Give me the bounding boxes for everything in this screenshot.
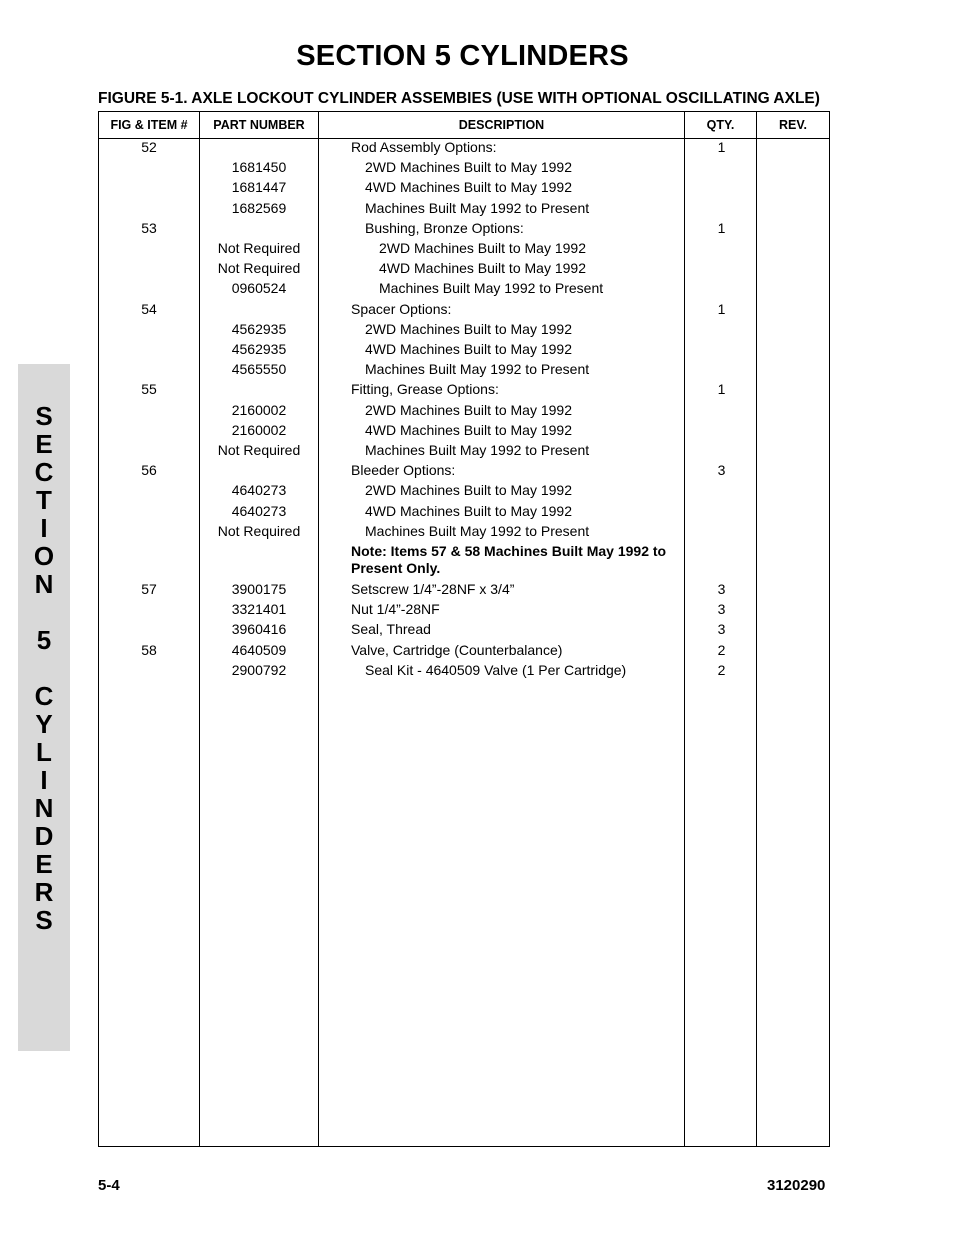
table-row: [99, 198, 829, 218]
table-row: [99, 339, 829, 359]
qty-cell: 2: [717, 642, 726, 658]
description-cell: Seal, Thread: [351, 621, 431, 637]
side-tab-letter: L: [36, 737, 52, 767]
qty-cell: 1: [717, 381, 726, 397]
description-cell: 2WD Machines Built to May 1992: [365, 159, 572, 175]
side-tab-letter: E: [35, 849, 53, 879]
part-number-cell: 0960524: [231, 280, 287, 296]
table-header: [99, 112, 829, 139]
part-number-cell: 4640273: [231, 503, 287, 519]
table-row: [99, 238, 829, 258]
table-row: [99, 619, 829, 639]
header-fig-item: FIG & ITEM #: [110, 118, 188, 132]
side-tab-letter: I: [40, 513, 48, 543]
header-part-number: PART NUMBER: [213, 118, 305, 132]
side-tab-letter: N: [34, 569, 54, 599]
description-cell: Bleeder Options:: [351, 462, 456, 478]
side-tab-letter: N: [34, 793, 54, 823]
side-tab-letter: R: [34, 877, 54, 907]
table-row: [99, 521, 829, 541]
side-tab-letter: E: [35, 429, 53, 459]
table-row: [99, 157, 829, 177]
side-tab-letter: S: [35, 401, 53, 431]
table-row: [99, 278, 829, 298]
description-cell: 2WD Machines Built to May 1992: [365, 482, 572, 498]
side-tab-letter: O: [33, 541, 55, 571]
description-cell: Spacer Options:: [351, 301, 452, 317]
fig-item-cell: 53: [141, 220, 157, 236]
section-side-tab: [18, 364, 70, 1051]
qty-cell: 3: [717, 621, 726, 637]
section-title: SECTION 5 CYLINDERS: [296, 40, 629, 72]
table-row: [99, 177, 829, 197]
header-rev: REV.: [778, 118, 808, 132]
fig-item-cell: 58: [141, 642, 157, 658]
part-number-cell: Not Required: [217, 442, 301, 458]
description-cell: 2WD Machines Built to May 1992: [379, 240, 586, 256]
qty-cell: 1: [717, 139, 726, 155]
part-number-cell: Not Required: [217, 523, 301, 539]
part-number-cell: Not Required: [217, 240, 301, 256]
description-cell: Fitting, Grease Options:: [351, 381, 499, 397]
table-row: [99, 400, 829, 420]
part-number-cell: 4640273: [231, 482, 287, 498]
qty-cell: 3: [717, 601, 726, 617]
description-cell: Setscrew 1/4”-28NF x 3/4”: [351, 581, 515, 597]
side-tab-letter: 5: [36, 625, 52, 655]
part-number-cell: 1682569: [231, 200, 287, 216]
description-cell: 4WD Machines Built to May 1992: [365, 503, 572, 519]
side-tab-letter: T: [36, 485, 52, 515]
part-number-cell: 2160002: [231, 402, 287, 418]
table-row: [99, 440, 829, 460]
header-description: DESCRIPTION: [458, 118, 545, 132]
part-number-cell: 4640509: [231, 642, 287, 658]
table-row: [99, 137, 829, 157]
part-number-cell: 4565550: [231, 361, 287, 377]
table-row: [99, 599, 829, 619]
table-row: [99, 359, 829, 379]
qty-cell: 3: [717, 581, 726, 597]
description-cell: Machines Built May 1992 to Present: [365, 361, 590, 377]
description-cell: Rod Assembly Options:: [351, 139, 497, 155]
parts-table: [98, 111, 830, 1147]
document-number: 3120290: [767, 1177, 826, 1194]
table-row: [99, 640, 829, 660]
part-number-cell: 3900175: [231, 581, 287, 597]
fig-item-cell: 56: [141, 462, 157, 478]
qty-cell: 2: [717, 662, 726, 678]
description-cell: 2WD Machines Built to May 1992: [365, 321, 572, 337]
part-number-cell: 4562935: [231, 341, 287, 357]
description-cell: Valve, Cartridge (Counterbalance): [351, 642, 563, 658]
side-tab-letter: C: [34, 681, 54, 711]
table-row: [99, 501, 829, 521]
description-cell: Machines Built May 1992 to Present: [379, 280, 604, 296]
description-cell: Bushing, Bronze Options:: [365, 220, 524, 236]
fig-item-cell: 52: [141, 139, 157, 155]
fig-item-cell: 55: [141, 381, 157, 397]
part-number-cell: 1681447: [231, 179, 287, 195]
table-note: Note: Items 57 & 58 Machines Built May 1992 to Present Only.: [351, 543, 667, 576]
page-number: 5-4: [98, 1177, 120, 1194]
figure-title: FIGURE 5-1. AXLE LOCKOUT CYLINDER ASSEMBIES (USE WITH OPTIONAL OSCILLATING AXLE): [98, 90, 820, 107]
description-cell: Machines Built May 1992 to Present: [365, 523, 590, 539]
side-tab-letter: C: [34, 457, 54, 487]
part-number-cell: Not Required: [217, 260, 301, 276]
part-number-cell: 2900792: [231, 662, 287, 678]
part-number-cell: 1681450: [231, 159, 287, 175]
table-row: [99, 460, 829, 480]
description-cell: Machines Built May 1992 to Present: [365, 200, 590, 216]
fig-item-cell: 54: [141, 301, 157, 317]
description-cell: Seal Kit - 4640509 Valve (1 Per Cartridge): [365, 662, 627, 678]
description-cell: 4WD Machines Built to May 1992: [379, 260, 586, 276]
side-tab-letter: Y: [35, 709, 53, 739]
description-cell: 4WD Machines Built to May 1992: [365, 179, 572, 195]
table-row: [99, 660, 829, 680]
qty-cell: 1: [717, 220, 726, 236]
header-qty: QTY.: [706, 118, 735, 132]
table-row: [99, 299, 829, 319]
fig-item-cell: 57: [141, 581, 157, 597]
qty-cell: 1: [717, 301, 726, 317]
description-cell: Machines Built May 1992 to Present: [365, 442, 590, 458]
side-tab-letter: D: [34, 821, 54, 851]
table-row: [99, 379, 829, 399]
side-tab-letter: I: [40, 765, 48, 795]
description-cell: Nut 1/4”-28NF: [351, 601, 440, 617]
description-cell: 4WD Machines Built to May 1992: [365, 422, 572, 438]
side-tab-letter: S: [35, 905, 53, 935]
table-row: [99, 420, 829, 440]
part-number-cell: 3960416: [231, 621, 287, 637]
part-number-cell: 3321401: [231, 601, 287, 617]
table-row: [99, 480, 829, 500]
description-cell: 2WD Machines Built to May 1992: [365, 402, 572, 418]
part-number-cell: 4562935: [231, 321, 287, 337]
table-row: [99, 218, 829, 238]
table-row: [99, 319, 829, 339]
side-tab-letters: [18, 402, 70, 934]
table-row: [99, 579, 829, 599]
qty-cell: 3: [717, 462, 726, 478]
description-cell: 4WD Machines Built to May 1992: [365, 341, 572, 357]
part-number-cell: 2160002: [231, 422, 287, 438]
table-row: [99, 258, 829, 278]
